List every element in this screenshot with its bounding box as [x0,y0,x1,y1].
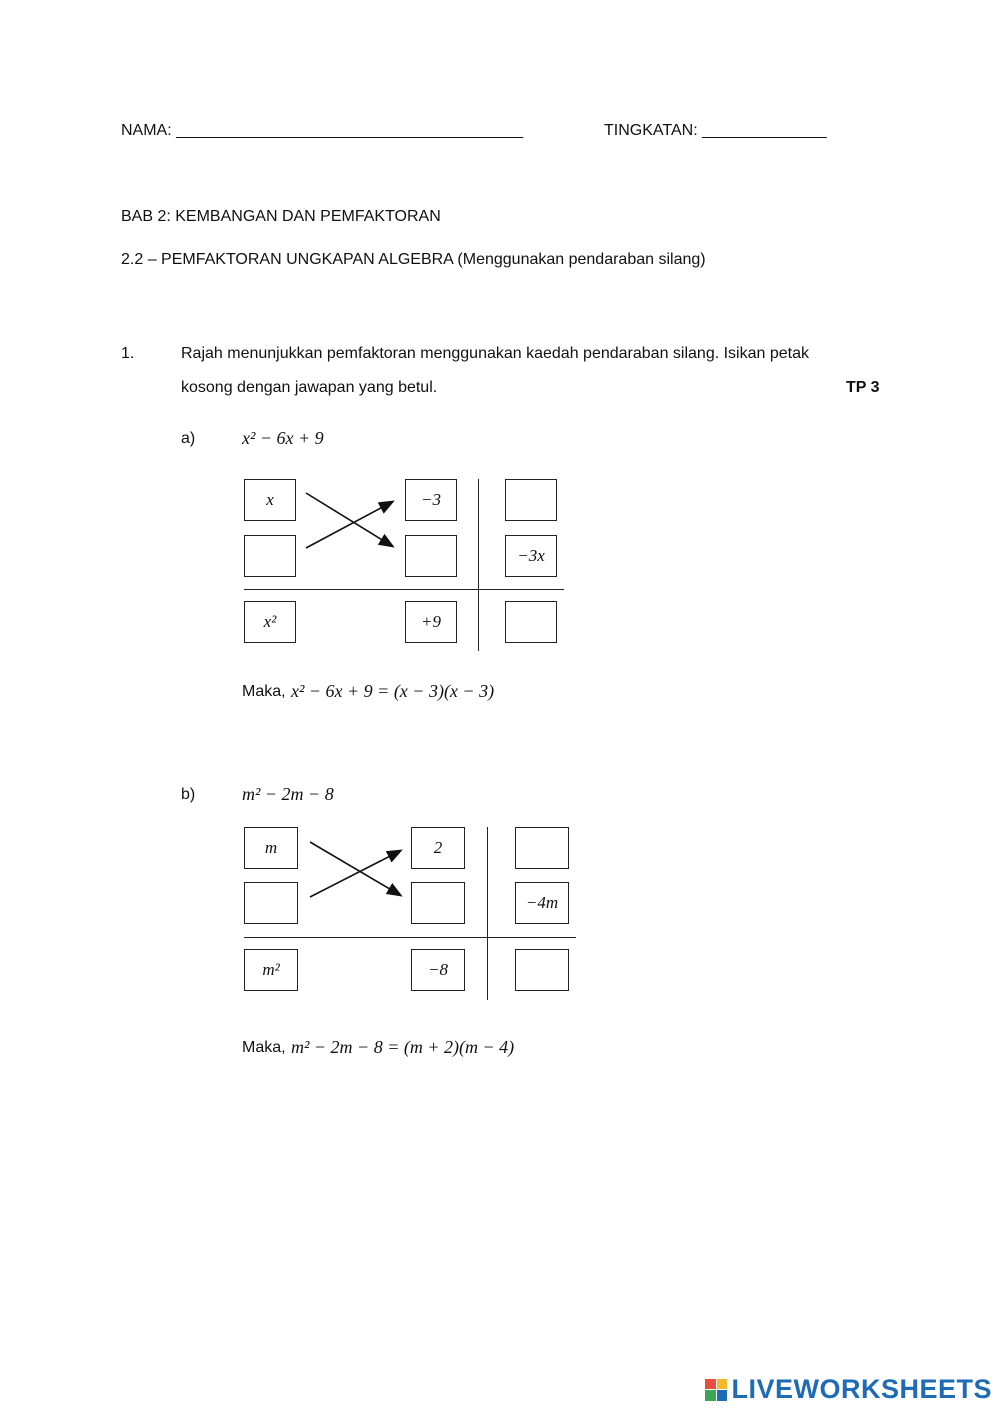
part-a-expression: x² − 6x + 9 [242,428,324,448]
liveworksheets-brand-text: LIVEWORKSHEETS [731,1374,992,1404]
part-a-label: a) [181,430,196,447]
subtopic-title: 2.2 – PEMFAKTORAN UNGKAPAN ALGEBRA (Menggunakan pendaraban silang) [121,251,706,268]
part-b-box-top-left: m [244,827,298,869]
part-b-vertical-divider [487,827,488,1000]
part-b-answer-box-top-right[interactable] [515,827,569,869]
part-a-box-mid-right: −3x [505,535,557,577]
part-a-answer-prefix: Maka, [242,683,286,700]
part-a-vertical-divider [478,479,479,651]
part-b-answer-box-mid-mid[interactable] [411,882,465,924]
liveworksheets-logo-icon [705,1379,727,1401]
part-b-box-top-mid: 2 [411,827,465,869]
part-b-cross-arrows-icon [304,834,408,904]
part-b-answer: m² − 2m − 8 = (m + 2)(m − 4) [291,1037,515,1057]
level-badge: TP 3 [846,379,880,396]
question-number: 1. [121,345,135,362]
part-a-box-top-mid: −3 [405,479,457,521]
part-a-answer-box-top-right[interactable] [505,479,557,521]
part-a-answer-box-mid-left[interactable] [244,535,296,577]
part-b-label: b) [181,786,196,803]
part-a-box-bot-mid: +9 [405,601,457,643]
part-a-answer: x² − 6x + 9 = (x − 3)(x − 3) [291,681,495,701]
part-b-answer-box-mid-left[interactable] [244,882,298,924]
form-field-label: TINGKATAN: ______________ [604,122,827,139]
part-b-answer-box-bot-right[interactable] [515,949,569,991]
question-text-line1: Rajah menunjukkan pemfaktoran menggunakan kaedah pendaraban silang. Isikan petak [181,345,809,362]
part-b-box-bot-mid: −8 [411,949,465,991]
name-field-label: NAMA: _______________________________________ [121,122,524,139]
part-b-box-bot-left: m² [244,949,298,991]
question-text-line2: kosong dengan jawapan yang betul. [181,379,438,396]
part-a-horizontal-divider [244,589,564,590]
part-a-box-top-left: x [244,479,296,521]
part-a-cross-arrows-icon [300,485,400,555]
part-a-answer-box-bot-right[interactable] [505,601,557,643]
liveworksheets-logo [705,1374,992,1405]
part-b-box-mid-right: −4m [515,882,569,924]
part-b-answer-prefix: Maka, [242,1039,286,1056]
part-a-answer-box-mid-mid[interactable] [405,535,457,577]
part-b-horizontal-divider [244,937,576,938]
chapter-title: BAB 2: KEMBANGAN DAN PEMFAKTORAN [121,208,441,225]
part-a-box-bot-left: x² [244,601,296,643]
part-b-expression: m² − 2m − 8 [242,784,334,804]
